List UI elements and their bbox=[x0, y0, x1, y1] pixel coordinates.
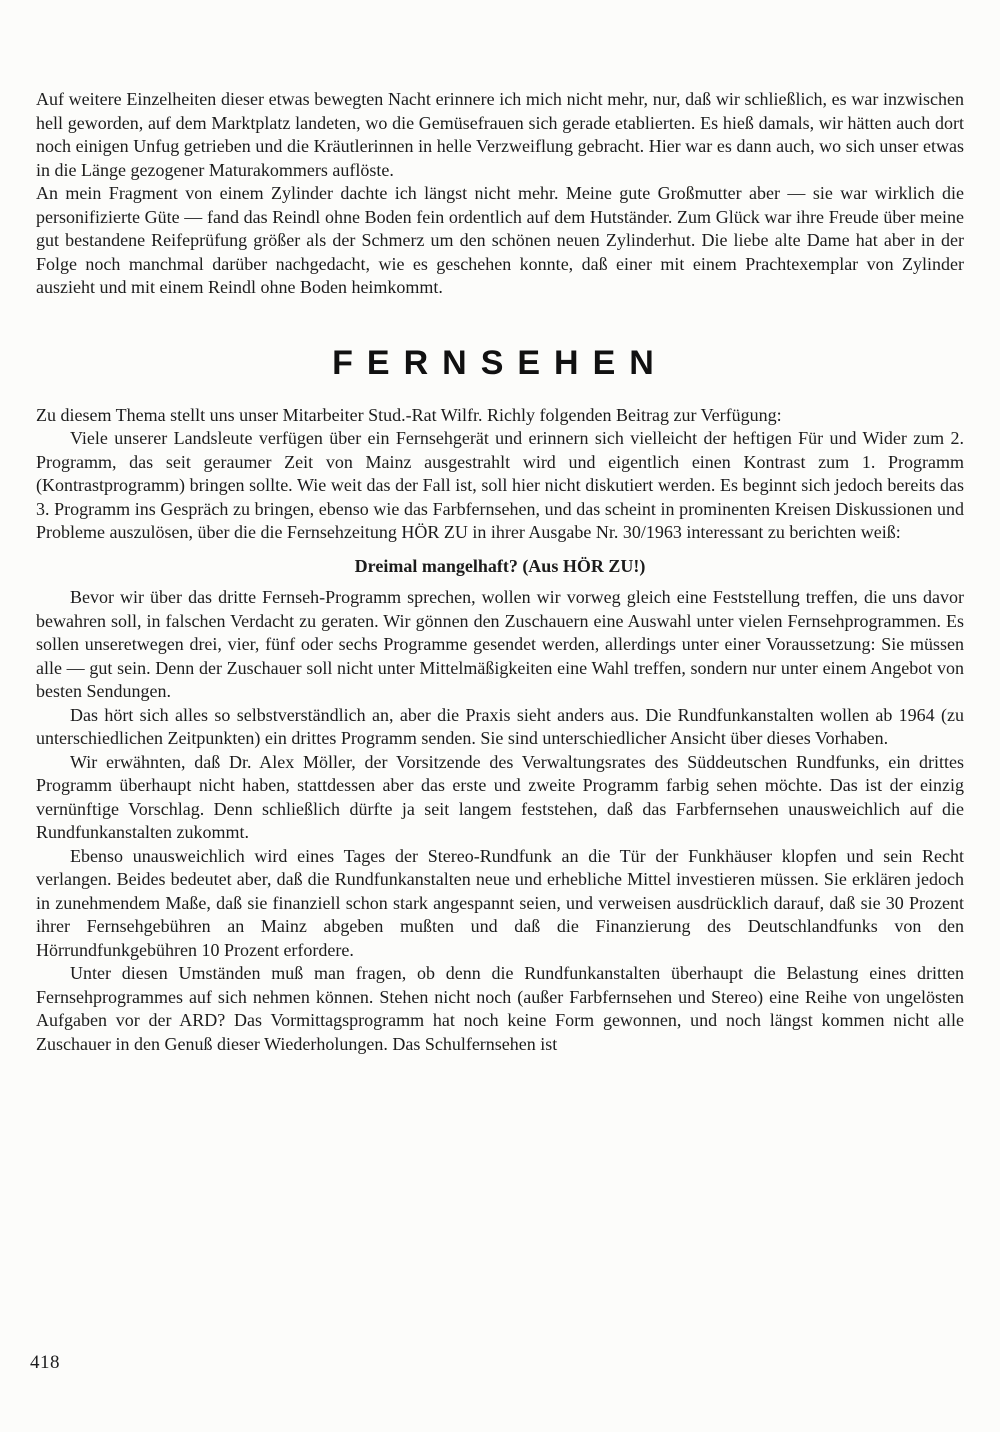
article-paragraph-2: Bevor wir über das dritte Fernseh-Programm sprechen, wollen wir vorweg gleich eine Feststellung treffen, die uns davor bewahren soll, in falschen Verdacht zu geraten. Wir gönnen den Zuschauern eine Auswahl unter vielen Fernsehprogrammen. Es sollen unseretwegen drei, vier, fünf oder sechs Programme gesendet werden, allerdings unter einer Voraussetzung: Sie müssen alle — gut sein. Denn der Zuschauer soll nicht unter Mittelmäßigkeiten eine Wahl treffen, sondern nur unter einem Angebot von besten Sendungen. bbox=[36, 587, 964, 701]
top-paragraph-1: Auf weitere Einzelheiten dieser etwas bewegten Nacht erinnere ich mich nicht mehr, nur, daß wir schließlich, es war inzwischen hell geworden, auf dem Marktplatz landeten, wo die Gemüsefrauen sich gerade etablierten. Es hieß damals, wir hätten auch dort noch einigen Unfug getrieben und die Kräutlerinnen in helle Verzweiflung gebracht. Hier war es dann auch, wo sich unser etwas in die Länge gezogener Maturakommers auflöste. bbox=[36, 89, 964, 180]
article-paragraph-1: Viele unserer Landsleute verfügen über ein Fernsehgerät und erinnern sich vielleicht der heftigen Für und Wider zum 2. Programm, das seit geraumer Zeit von Mainz ausgestrahlt wird und eigentlich einen Kontrast zum 1. Programm (Kontrastprogramm) bringen sollte. Wie weit das der Fall ist, soll hier nicht diskutiert werden. Es beginnt sich jedoch bereits das 3. Programm ins Gespräch zu bringen, ebenso wie das Farbfernsehen, und das scheint in prominenten Kreisen Diskussionen und Probleme auszulösen, über die die Fernsehzeitung HÖR ZU in ihrer Ausgabe Nr. 30/1963 interessant zu berichten weiß: bbox=[36, 428, 964, 542]
page-number: 418 bbox=[30, 1351, 60, 1373]
top-paragraph-2: An mein Fragment von einem Zylinder dachte ich längst nicht mehr. Meine gute Großmutter aber — sie war wirklich die personifizierte Güte — fand das Reindl ohne Boden fein ordentlich auf dem Hutständer. Zum Glück war ihre Freude über meine gut bestandene Reifeprüfung größer als der Schmerz um den schönen neuen Zylinderhut. Die liebe alte Dame hat aber in der Folge noch manchmal darüber nachgedacht, wie es geschehen konnte, daß einer mit einem Prachtexemplar von Zylinder auszieht und mit einem Reindl ohne Boden heimkommt. bbox=[36, 183, 964, 297]
article-paragraph-4: Wir erwähnten, daß Dr. Alex Möller, der Vorsitzende des Verwaltungsrates des Süddeutschen Rundfunks, ein drittes Programm überhaupt nicht haben, stattdessen aber das erste und zweite Programm farbig sehen möchte. Das ist der einzig vernünftige Vorschlag. Denn schließlich dürfte ja seit langem feststehen, daß das Farbfernsehen unausweichlich auf die Rundfunkanstalten zukommt. bbox=[36, 751, 964, 842]
article-paragraph-6: Unter diesen Umständen muß man fragen, ob denn die Rundfunkanstalten überhaupt die Belastung eines dritten Fernsehprogrammes auf sich nehmen können. Stehen nicht noch (außer Farbfernsehen und Stereo) eine Reihe von ungelösten Aufgaben vor der ARD? Das Vormittagsprogramm hat noch keine Form gewonnen, und noch längst kommen nicht alle Zuschauer in den Genuß dieser Wiederholungen. Das Schulfernsehen ist bbox=[36, 963, 964, 1054]
article-intro: Zu diesem Thema stellt uns unser Mitarbeiter Stud.-Rat Wilfr. Richly folgenden Beitrag zur Verfügung: bbox=[36, 404, 782, 425]
article-paragraph-5: Ebenso unausweichlich wird eines Tages der Stereo-Rundfunk an die Tür der Funkhäuser klopfen und sein Recht verlangen. Beides bedeutet aber, daß die Rundfunkanstalten neue und erhebliche Mittel investieren müssen. Sie erklären jedoch in zunehmendem Maße, daß sie finanziell schon stark angespannt seien, und verweisen ausdrücklich darauf, daß sie 30 Prozent ihrer Fernsehgebühren an Mainz abgeben mußten und daß die Finanzierung des Deutschlandfunks von den Hörrundfunkgebühren 10 Prozent erfordere. bbox=[36, 845, 964, 960]
article-title: FERNSEHEN bbox=[332, 343, 668, 382]
article-paragraph-3: Das hört sich alles so selbstverständlich an, aber die Praxis sieht anders aus. Die Rundfunkanstalten wollen ab 1964 (zu unterschiedlichen Zeitpunkten) ein drittes Programm senden. Sie sind unterschiedlicher Ansicht über dieses Vorhaben. bbox=[36, 704, 964, 748]
article-subheading: Dreimal mangelhaft? (Aus HÖR ZU!) bbox=[354, 555, 646, 576]
